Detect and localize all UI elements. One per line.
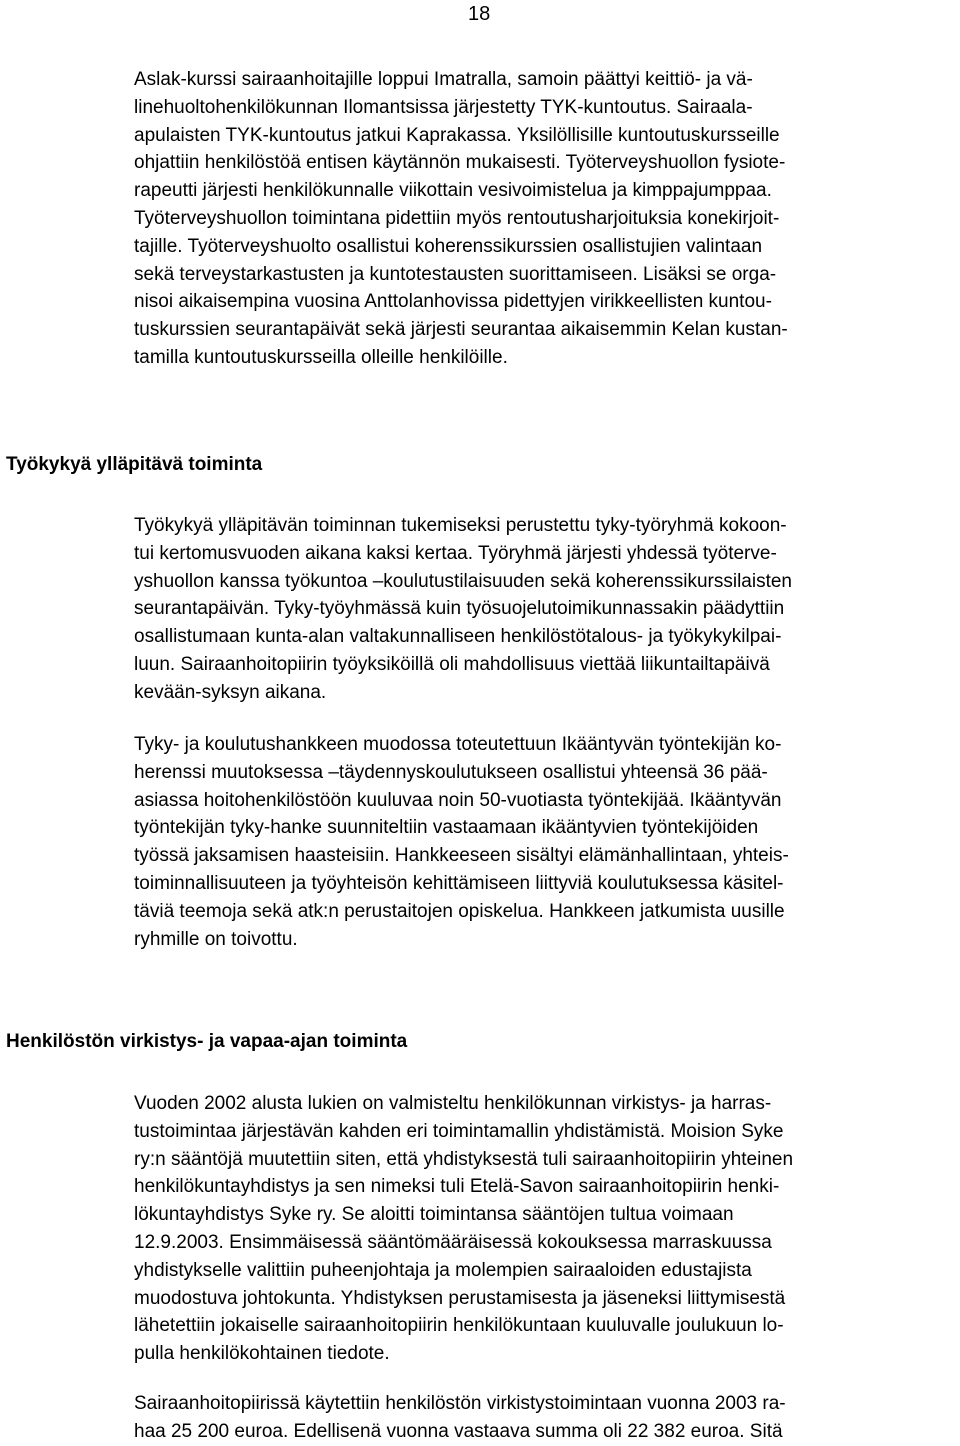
text-line: Tyky- ja koulutushankkeen muodossa toteutettuun Ikääntyvän työntekijän ko-: [134, 734, 782, 755]
text-line: Työkykyä ylläpitävän toiminnan tukemiseksi perustettu tyky-työryhmä kokoon-: [134, 515, 787, 536]
text-line: yshuollon kanssa työkuntoa –koulutustilaisuuden sekä koherenssikurssilaisten: [134, 570, 792, 592]
text-line: nisoi aikaisempina vuosina Anttolanhovissa pidettyjen virikkeellisten kuntou-: [134, 291, 772, 313]
section-heading-virkistys: Henkilöstön virkistys- ja vapaa-ajan toiminta: [6, 1031, 408, 1052]
intro-paragraph: [134, 66, 954, 372]
text-line: luun. Sairaanhoitopiirin työyksiköillä oli mahdollisuus viettää liikuntailtapäivä: [134, 653, 770, 675]
text-line: Työterveyshuollon toimintana pidettiin myös rentoutusharjoituksia konekirjoit-: [134, 207, 780, 229]
text-line: pulla henkilökohtainen tiedote.: [134, 1343, 390, 1365]
text-line: toiminnallisuuteen ja työyhteisön kehittämiseen liittyviä koulutuksessa käsitel-: [134, 872, 784, 894]
text-line: Aslak-kurssi sairaanhoitajille loppui Imatralla, samoin päättyi keittiö- ja vä-: [134, 69, 753, 90]
text-line: tustoimintaa järjestävän kahden eri toimintamallin yhdistämistä. Moision Syke: [134, 1120, 784, 1142]
text-line: kevään-syksyn aikana.: [134, 681, 327, 703]
text-line: henkilökuntayhdistys ja sen nimeksi tuli Etelä-Savon sairaanhoitopiirin henki-: [134, 1176, 780, 1198]
text-line: lökuntayhdistys Syke ry. Se aloitti toimintansa sääntöjen tultua voimaan: [134, 1204, 734, 1226]
text-line: tajille. Työterveyshuolto osallistui koherenssikurssien osallistujien valintaan: [134, 235, 763, 257]
tyky-paragraph-2: [134, 731, 954, 953]
tyky-paragraph-1: [134, 512, 954, 707]
text-line: linehuoltohenkilökunnan Ilomantsissa järjestetty TYK-kuntoutus. Sairaala-: [134, 96, 753, 118]
text-line: 12.9.2003. Ensimmäisessä sääntömääräisessä kokouksessa marraskuussa: [134, 1231, 772, 1253]
text-line: lähetettiin jokaiselle sairaanhoitopiirin henkilökuntaan kuuluvalle joulukuun lo-: [134, 1315, 784, 1337]
text-line: täviä teemoja sekä atk:n perustaitojen opiskelua. Hankkeen jatkumista uusille: [134, 900, 785, 922]
text-line: haa 25 200 euroa. Edellisenä vuonna vastaava summa oli 22 382 euroa. Sitä: [134, 1420, 783, 1442]
text-line: työssä jaksamisen haasteisiin. Hankkeeseen sisältyi elämänhallintaan, yhteis-: [134, 845, 789, 867]
text-line: tamilla kuntoutuskursseilla olleille henkilöille.: [134, 346, 508, 368]
text-line: ry:n sääntöjä muutettiin siten, että yhdistyksestä tuli sairaanhoitopiirin yhteinen: [134, 1148, 794, 1170]
text-line: tui kertomusvuoden aikana kaksi kertaa. Työryhmä järjesti yhdessä työterve-: [134, 542, 777, 564]
text-line: Sairaanhoitopiirissä käytettiin henkilöstön virkistystoimintaan vuonna 2003 ra-: [134, 1393, 786, 1414]
text-line: apulaisten TYK-kuntoutus jatkui Kaprakassa. Yksilöllisille kuntoutuskursseille: [134, 124, 780, 146]
virkistys-paragraph-2: [134, 1390, 954, 1446]
page-number: 18: [468, 3, 491, 25]
text-line: asiassa hoitohenkilöstöön kuuluvaa noin 50-vuotiasta työntekijää. Ikääntyvän: [134, 789, 782, 811]
text-line: Vuoden 2002 alusta lukien on valmisteltu henkilökunnan virkistys- ja harras-: [134, 1093, 772, 1114]
text-line: työntekijän tyky-hanke suunniteltiin vastaamaan ikääntyvien työntekijöiden: [134, 817, 759, 839]
text-line: herenssi muutoksessa –täydennyskoulutukseen osallistui yhteensä 36 pää-: [134, 761, 768, 783]
text-line: osallistumaan kunta-alan valtakunnalliseen henkilöstötalous- ja työkykykilpai-: [134, 626, 782, 648]
text-line: ohjattiin henkilöstöä entisen käytännön mukaisesti. Työterveyshuollon fysiote-: [134, 152, 786, 174]
virkistys-paragraph-1: [134, 1090, 954, 1368]
text-line: sekä terveystarkastusten ja kuntotestausten suorittamiseen. Lisäksi se orga-: [134, 263, 777, 285]
text-line: seurantapäivän. Tyky-työyhmässä kuin työsuojelutoimikunnassakin päädyttiin: [134, 598, 785, 620]
text-line: yhdistykselle valittiin puheenjohtaja ja molempien sairaaloiden edustajista: [134, 1259, 752, 1281]
text-line: rapeutti järjesti henkilökunnalle viikottain vesivoimistelua ja kimppajumppaa.: [134, 180, 772, 202]
text-line: muodostuva johtokunta. Yhdistyksen perustamisesta ja jäseneksi liittymisestä: [134, 1287, 786, 1309]
text-line: tuskurssien seurantapäivät sekä järjesti seurantaa aikaisemmin Kelan kustan-: [134, 319, 788, 341]
text-line: ryhmille on toivottu.: [134, 928, 298, 950]
section-heading-tyky: Työkykyä ylläpitävä toiminta: [6, 454, 263, 475]
